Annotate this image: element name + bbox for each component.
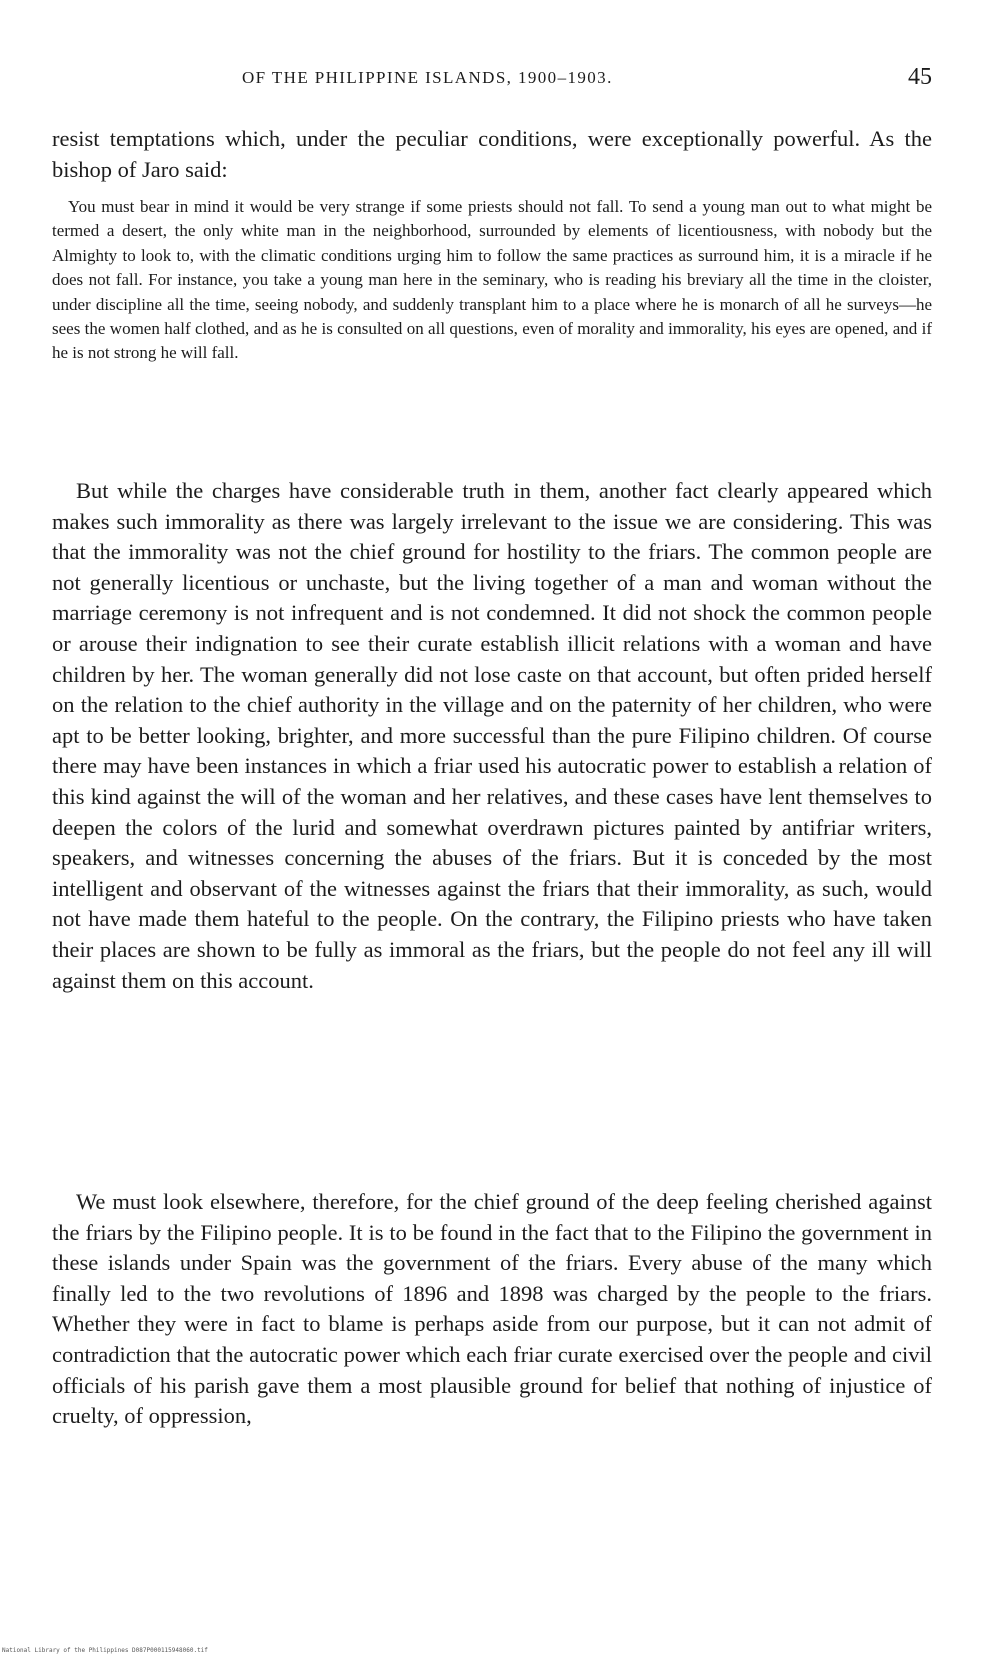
block-quotation: You must bear in mind it would be very strange if some priests should not fall. To send a young man out to what might be termed a desert, the only white man in the neighborhood, surrounded by elements of licentiousness, with nobody but the Almighty to look to, with the climatic conditions urging him to follow the same practices as surround him, it is a miracle if he does not fall. For instance, you take a young man here in the seminary, who is reading his breviary all the time in the cloister, under discipline all the time, seeing nobody, and suddenly transplant him to a place where he is monarch of all he surveys—he sees the women half clothed, and as he is consulted on all questions, even of morality and immorality, his eyes are opened, and if he is not strong he will fall.	[52, 197, 932, 363]
body-paragraph-1: But while the charges have considerable truth in them, another fact clearly appeared which makes such immorality as there was largely irrelevant to the issue we are considering. This was that the immorality was not the chief ground for hostility to the friars. The common people are not generally licentious or unchaste, but the living together of a man and woman without the marriage ceremony is not infrequent and is not condemned. It did not shock the common people or arouse their indignation to see their curate establish illicit relations with a woman and have children by her. The woman generally did not lose caste on that account, but often prided herself on the relation to the chief authority in the village and on the paternity of her children, who were apt to be better looking, brighter, and more successful than the pure Filipino children. Of course there may have been instances in which a friar used his autocratic power to establish a relation of this kind against the will of the woman and her relatives, and these cases have lent themselves to deepen the colors of the lurid and somewhat overdrawn pictures painted by antifriar writers, speakers, and witnesses concerning the abuses of the friars. But it is conceded by the most intelligent and observant of the witnesses against the friars that their immorality, as such, would not have made them hateful to the people. On the contrary, the Filipino priests who have taken their places are shown to be fully as immoral as the friars, but the people do not feel any ill will against them on this account.	[52, 478, 932, 993]
scan-footer-label: National Library of the Philippines D087P000115948060.tif	[2, 1647, 208, 1654]
intro-paragraph: resist temptations which, under the peculiar conditions, were exceptionally powerful. As the bishop of Jaro said:	[52, 126, 932, 182]
body-paragraph-2: We must look elsewhere, therefore, for the chief ground of the deep feeling cherished against the friars by the Filipino people. It is to be found in the fact that to the Filipino the government in these islands under Spain was the government of the friars. Every abuse of the many which finally led to the two revolutions of 1896 and 1898 was charged by the people to the friars. Whether they were in fact to blame is perhaps aside from our purpose, but it can not admit of contradiction that the autocratic power which each friar curate exercised over the people and civil officials of his parish gave them a most plausible ground for belief that nothing of injustice of cruelty, of oppression,	[52, 1189, 932, 1429]
page-number: 45	[908, 64, 932, 90]
page-header	[52, 64, 932, 94]
running-head: OF THE PHILIPPINE ISLANDS, 1900–1903.	[242, 68, 613, 87]
